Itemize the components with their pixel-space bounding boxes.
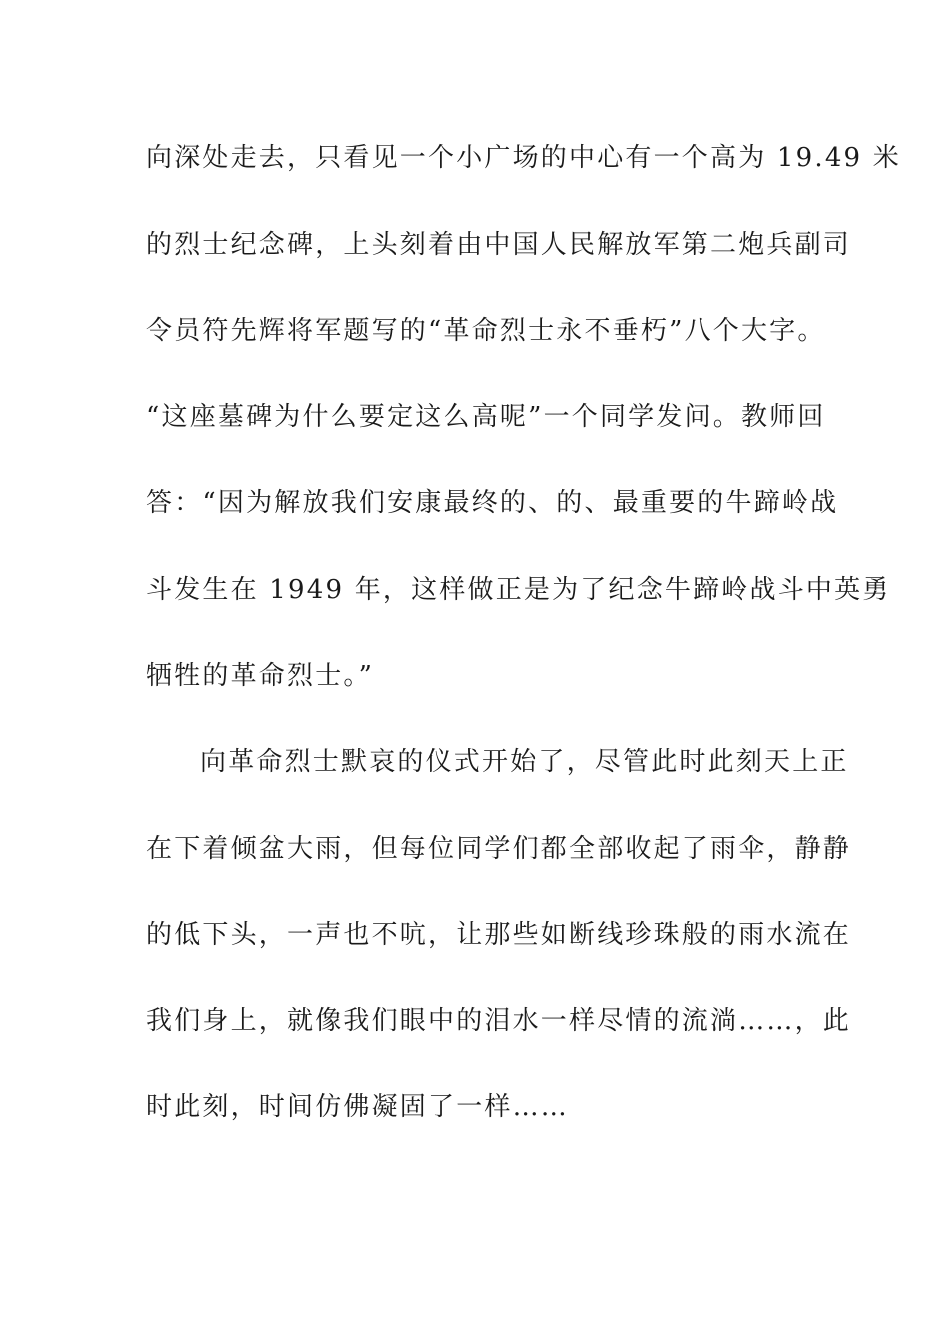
text-line: 时此刻，时间仿佛凝固了一样…… bbox=[146, 1092, 570, 1122]
text-line: 牺牲的革命烈士。” bbox=[146, 661, 375, 691]
text-line: 的烈士纪念碑，上头刻着由中国人民解放军第二炮兵副司 bbox=[146, 230, 852, 260]
text-line: 令员符先辉将军题写的“革命烈士永不垂朽”八个大字。 bbox=[146, 316, 826, 346]
text-line: 答：“因为解放我们安康最终的、的、最重要的牛蹄岭战 bbox=[146, 488, 839, 518]
text-line: “这座墓碑为什么要定这么高呢”一个同学发问。教师回 bbox=[146, 402, 826, 432]
text-line: 在下着倾盆大雨，但每位同学们都全部收起了雨伞，静静 bbox=[146, 834, 852, 864]
text-line: 向深处走去，只看见一个小广场的中心有一个高为 19.49 米 bbox=[146, 143, 901, 173]
text-line: 我们身上，就像我们眼中的泪水一样尽情的流淌……，此 bbox=[146, 1006, 852, 1036]
text-line: 向革命烈士默哀的仪式开始了，尽管此时此刻天上正 bbox=[200, 747, 849, 777]
text-line: 的低下头，一声也不吭，让那些如断线珍珠般的雨水流在 bbox=[146, 920, 852, 950]
text-line: 斗发生在 1949 年，这样做正是为了纪念牛蹄岭战斗中英勇 bbox=[146, 575, 891, 605]
